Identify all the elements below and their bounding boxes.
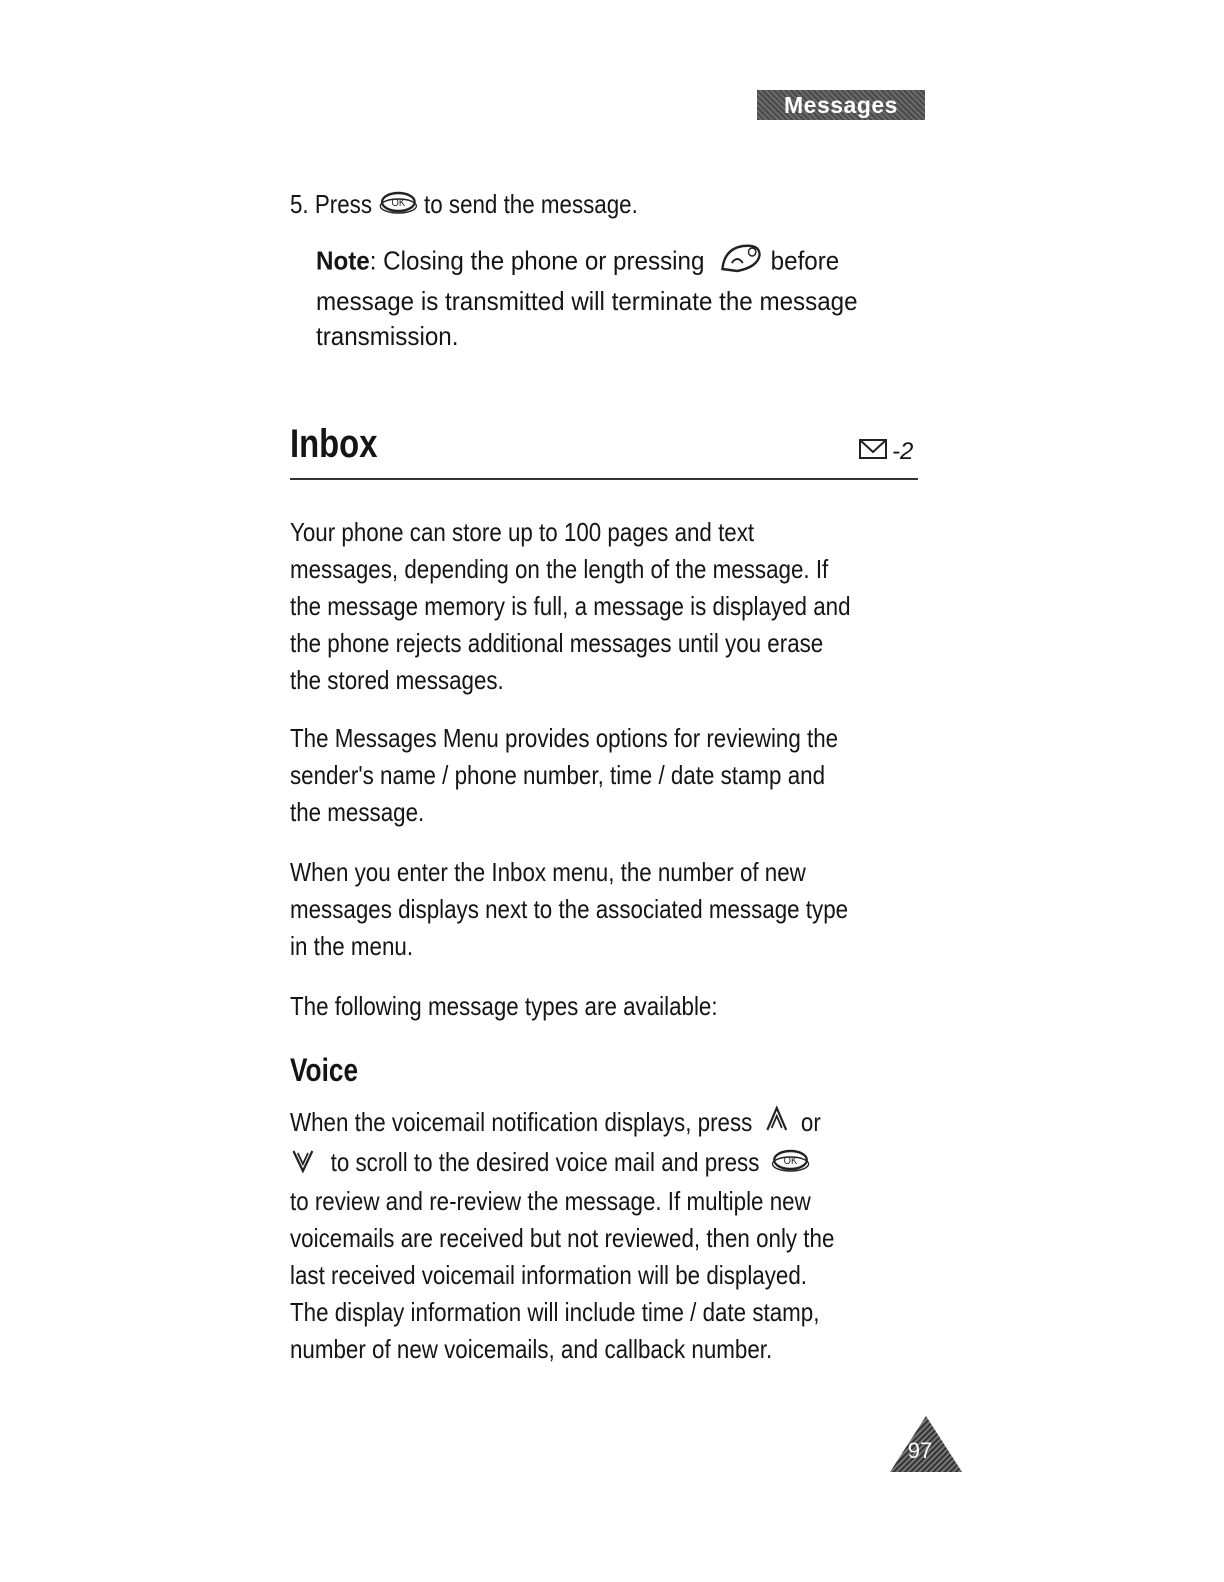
- inbox-paragraph-4: The following message types are available:: [290, 991, 718, 1021]
- inbox-paragraph-1: [290, 514, 851, 699]
- voice-line2-a: to scroll to the desired voice mail and press: [330, 1147, 760, 1178]
- paragraph-line: voicemails are received but not reviewed, then only the: [290, 1222, 835, 1253]
- svg-text:OK: OK: [391, 197, 405, 209]
- note-line3: transmission.: [316, 321, 459, 351]
- note-line1-a: : Closing the phone or pressing: [369, 245, 705, 276]
- step-5-prefix: 5. Press: [290, 189, 373, 219]
- page-number-badge: [888, 1414, 964, 1474]
- paragraph-line: Your phone can store up to 100 pages and text: [290, 517, 755, 547]
- paragraph-line: the phone rejects additional messages until you erase: [290, 628, 824, 658]
- step-5-suffix: to send the message.: [424, 189, 638, 219]
- svg-text:OK: OK: [783, 1155, 798, 1167]
- inbox-paragraph-2: [290, 720, 840, 831]
- inbox-paragraph-3: [290, 854, 849, 965]
- paragraph-line: in the menu.: [290, 931, 414, 961]
- step-5: [290, 186, 840, 225]
- note-label: Note: [316, 245, 370, 276]
- paragraph-line: last received voicemail information will be displayed.: [290, 1259, 808, 1290]
- voice-line1-a: When the voicemail notification displays, press: [290, 1107, 753, 1137]
- page-number: 97: [907, 1438, 933, 1463]
- paragraph-line: When you enter the Inbox menu, the number of new: [290, 857, 806, 887]
- section-tab: Messages: [757, 90, 925, 120]
- paragraph-line: the stored messages.: [290, 665, 504, 695]
- note-line2: message is transmitted will terminate the message: [316, 286, 858, 316]
- paragraph-line: the message memory is full, a message is displayed and: [290, 591, 851, 621]
- voice-line1-b: or: [800, 1107, 821, 1137]
- menu-reference: [858, 437, 913, 467]
- menu-reference-number: -2: [892, 438, 914, 465]
- paragraph-line: messages, depending on the length of the message. If: [290, 554, 829, 584]
- end-key-icon: [719, 241, 764, 284]
- envelope-icon: [858, 438, 888, 467]
- paragraph-line: the message.: [290, 797, 425, 827]
- voice-paragraph: [290, 1104, 840, 1368]
- ok-key-icon: [378, 188, 418, 225]
- down-key-icon: [290, 1146, 316, 1183]
- paragraph-line: The display information will include time / date stamp,: [290, 1296, 820, 1327]
- voice-heading: Voice: [290, 1052, 359, 1088]
- paragraph-line: messages displays next to the associated message type: [290, 894, 849, 924]
- paragraph-line: The Messages Menu provides options for reviewing the: [290, 723, 839, 753]
- note-line1-b: before: [770, 245, 840, 276]
- heading-rule: [290, 478, 918, 480]
- paragraph-line: number of new voicemails, and callback number.: [290, 1333, 773, 1364]
- up-key-icon: [764, 1104, 790, 1144]
- ok-key-icon: [771, 1146, 811, 1183]
- note-block: [316, 241, 911, 354]
- inbox-heading: Inbox: [290, 422, 378, 466]
- paragraph-line: sender's name / phone number, time / date stamp and: [290, 760, 826, 790]
- paragraph-line: to review and re-review the message. If multiple new: [290, 1185, 811, 1216]
